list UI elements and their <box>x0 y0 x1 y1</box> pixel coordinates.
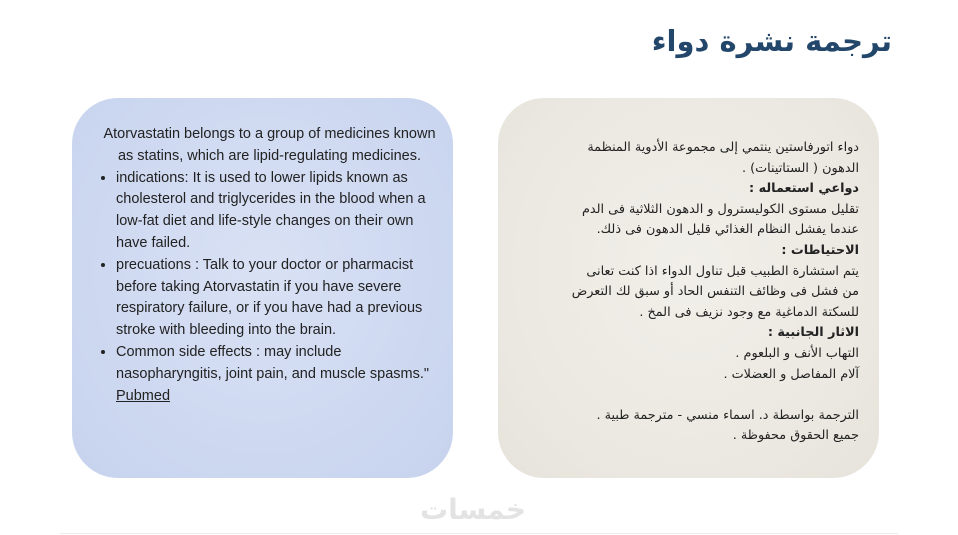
bullet-text: Common side effects : may include nasopharyngitis, joint pain, and muscle spasms." <box>116 343 430 382</box>
english-leaflet-card <box>72 98 453 478</box>
arabic-text-block <box>522 138 859 447</box>
arabic-text-line: تقليل مستوى الكوليسترول و الدهون الثلاثية فى الدم <box>582 201 859 217</box>
bottom-divider <box>60 533 898 534</box>
english-intro-text: Atorvastatin belongs to a group of medicines known as statins, which are lipid-regulating medicines. <box>103 126 436 164</box>
arabic-section-heading: الاثار الجانبية : <box>767 325 859 341</box>
arabic-leaflet-card <box>498 98 879 478</box>
bullet-side-effects <box>116 342 437 407</box>
arabic-section-heading: دواعي استعماله : <box>749 181 859 197</box>
bullet-text: indications: It is used to lower lipids known as cholesterol and triglycerides in the blood when a low-fat diet and life-style changes on their own have failed. <box>116 169 426 251</box>
arabic-text-line: آلام المفاصل و العضلات . <box>723 366 859 382</box>
arabic-text-line: عندما يفشل النظام الغذائي قليل الدهون فى ذلك. <box>596 222 859 238</box>
arabic-blank-line <box>522 385 859 406</box>
arabic-text-line: من فشل فى وظائف التنفس الحاد أو سبق لك التعرض <box>571 284 859 300</box>
english-bullet-list <box>102 168 437 408</box>
bullet-indications <box>116 168 437 255</box>
arabic-text-line: للسكتة الدماغية مع وجود نزيف فى المخ . <box>639 304 859 320</box>
arabic-text-line: الترجمة بواسطة د. اسماء منسي - مترجمة طبية . <box>596 407 859 423</box>
bullet-text: precuations : Talk to your doctor or pharmacist before taking Atorvastatin if you have severe respiratory failure, or if you have had a previous stroke with bleeding into the brain. <box>116 256 423 339</box>
arabic-text-line: جميع الحقوق محفوظة . <box>732 428 859 444</box>
pubmed-link[interactable]: Pubmed <box>116 387 171 404</box>
arabic-section-heading: الاحتياطات : <box>781 242 859 258</box>
arabic-text-line: التهاب الأنف و البلعوم . <box>735 345 859 361</box>
bullet-precautions <box>116 255 437 342</box>
arabic-text-line: الدهون ( الستاتينات) . <box>741 160 859 176</box>
page-title: ترجمة نشرة دواء <box>651 24 892 58</box>
arabic-text-line: يتم استشارة الطبيب قبل تناول الدواء اذا كنت تعانى <box>586 263 859 279</box>
khamsat-watermark-logo: خمسات <box>420 493 527 526</box>
arabic-text-line: دواء اتورفاستين ينتمي إلى مجموعة الأدوية المنظمة <box>587 140 859 155</box>
